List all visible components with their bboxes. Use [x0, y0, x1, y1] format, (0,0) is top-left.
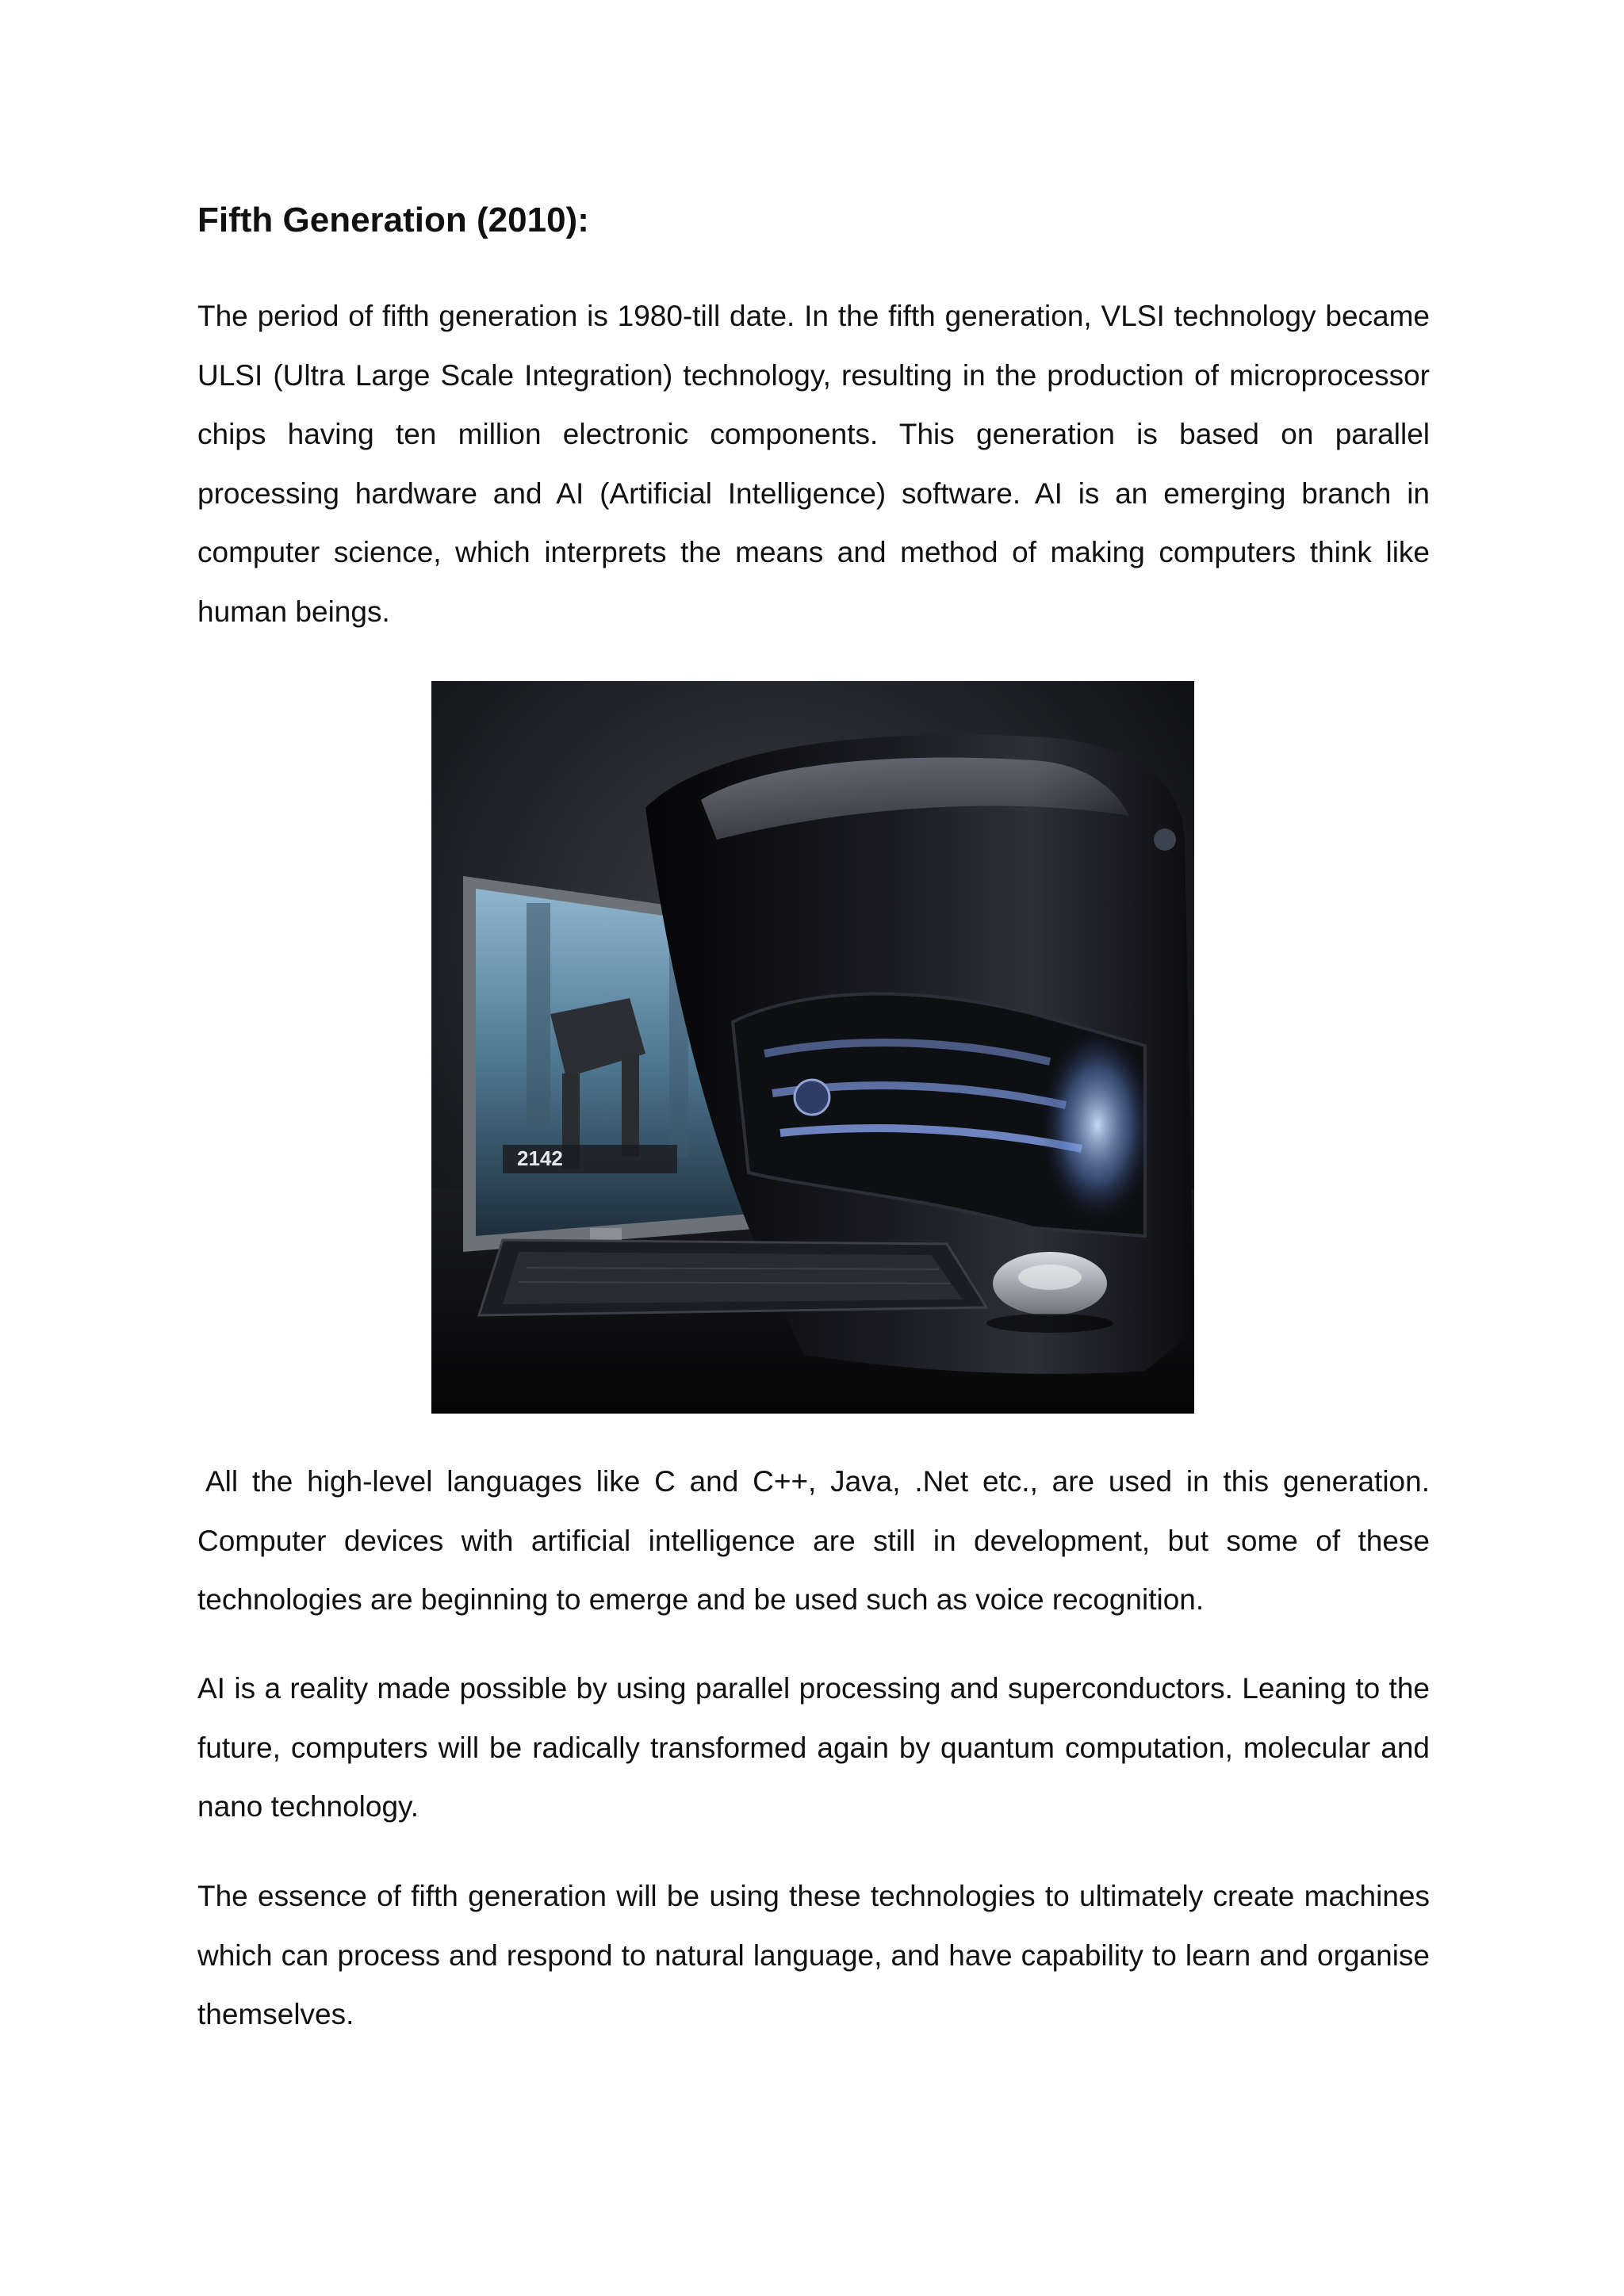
- section-heading: Fifth Generation (2010):: [197, 201, 589, 239]
- keyboard-graphic: [479, 1240, 986, 1315]
- computer-photo: [431, 681, 1194, 1414]
- paragraph-intro: The period of fifth generation is 1980-till date. In the fifth generation, VLSI technology became ULSI (Ultra Large Scale Integration) technology, resulting in the production of microprocessor chips having ten million electronic components. This generation is based on parallel processing hardware and AI (Artificial Intelligence) software. AI is an emerging branch in computer science, which interprets the means and method of making computers think like human beings.: [197, 300, 1430, 628]
- paragraph-essence: The essence of fifth generation will be using these technologies to ultimately create machines which can process and respond to natural language, and have capability to learn and organise themselves.: [197, 1880, 1430, 2030]
- mouse-graphic: [986, 1252, 1113, 1333]
- monitor-game-title: 2142: [517, 1146, 563, 1170]
- paragraph-ai-reality: AI is a reality made possible by using parallel processing and superconductors. Leaning to the future, computers will be radically transformed again by quantum computation, molecular and nano technology.: [197, 1672, 1430, 1823]
- paragraph-languages: All the high-level languages like C and C++, Java, .Net etc., are used in this generation. Computer devices with artificial intelligence are still in development, but some of these technologies are beginning to emerge and be used such as voice recognition.: [197, 1465, 1430, 1616]
